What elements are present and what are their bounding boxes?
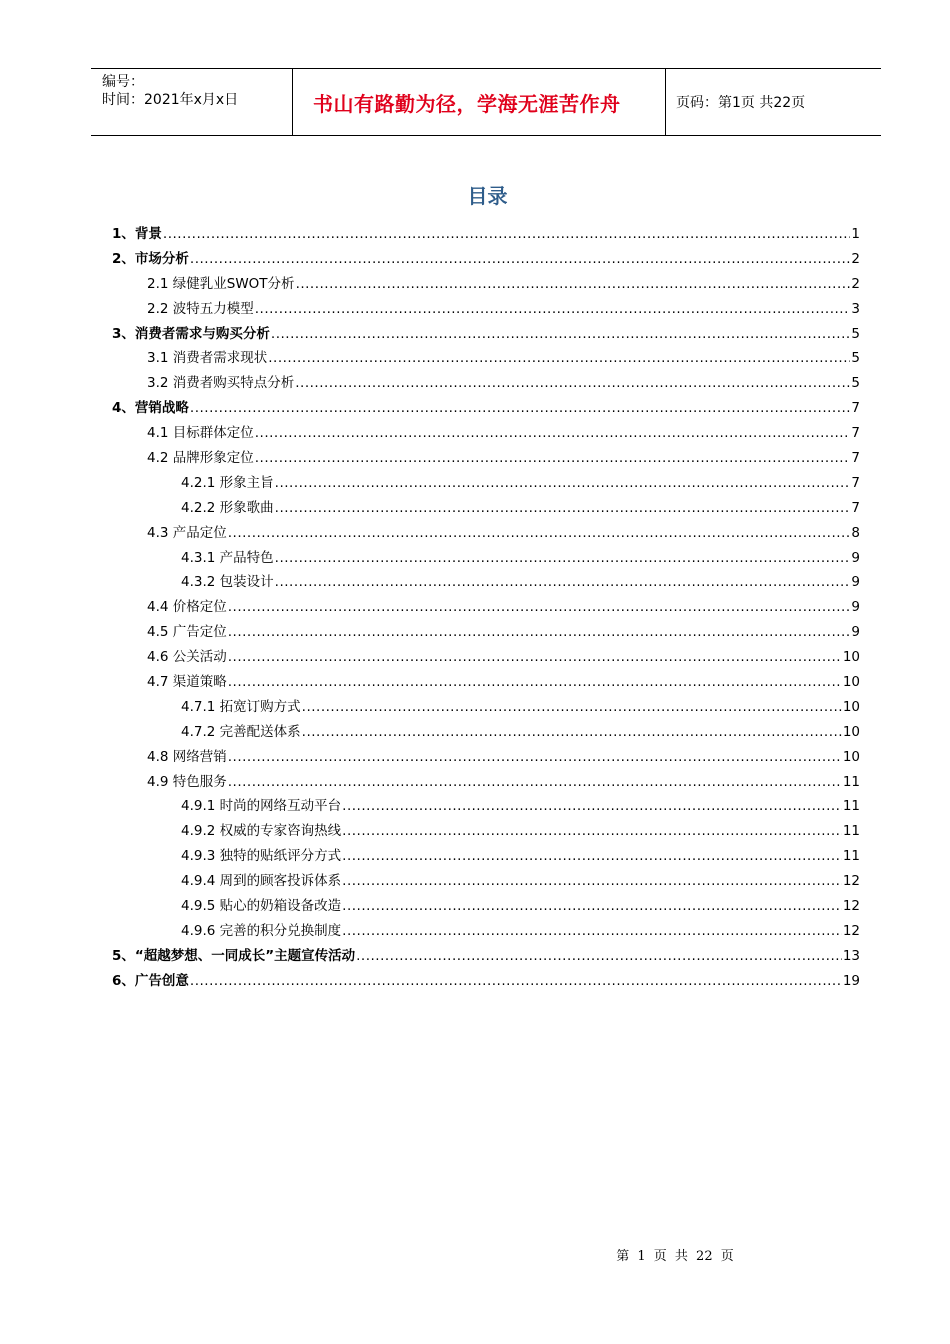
toc-entry-label: 4.7.1 拓宽订购方式 xyxy=(181,698,301,715)
toc-entry-label: 4.9.4 周到的顾客投诉体系 xyxy=(181,873,342,890)
toc-entry[interactable] xyxy=(112,421,860,446)
toc-entry-label: 6、广告创意 xyxy=(112,972,189,989)
toc-leader-dots xyxy=(302,724,842,740)
toc-entry[interactable] xyxy=(112,322,860,347)
toc-entry-page: 3 xyxy=(851,300,860,317)
toc-entry-page: 7 xyxy=(851,450,860,467)
toc-entry[interactable] xyxy=(112,919,860,944)
header-page-cell xyxy=(666,69,881,135)
header-motto-cell xyxy=(293,69,666,135)
toc-entry[interactable] xyxy=(112,496,860,521)
toc-leader-dots xyxy=(342,823,842,839)
toc-entry-page: 8 xyxy=(851,524,860,541)
toc-entry[interactable] xyxy=(112,869,860,894)
toc-entry[interactable] xyxy=(112,894,860,919)
toc-entry[interactable] xyxy=(112,720,860,745)
toc-entry[interactable] xyxy=(112,670,860,695)
toc-entry-label: 4.4 价格定位 xyxy=(147,599,227,616)
toc-entry[interactable] xyxy=(112,794,860,819)
toc-entry-page: 9 xyxy=(851,599,860,616)
toc-entry-page: 12 xyxy=(842,922,860,939)
toc-entry-label: 3、消费者需求与购买分析 xyxy=(112,325,270,342)
toc-leader-dots xyxy=(275,550,851,566)
toc-entry[interactable] xyxy=(112,272,860,297)
header-page-label: 页码：第1页 共22页 xyxy=(676,95,806,111)
toc-entry-label: 3.1 消费者需求现状 xyxy=(147,350,268,367)
toc-entry[interactable] xyxy=(112,969,860,994)
toc-entry-page: 7 xyxy=(851,400,860,417)
toc-entry-page: 19 xyxy=(842,972,860,989)
toc-entry-label: 2.1 绿健乳业SWOT分析 xyxy=(147,275,295,292)
toc-entry-page: 9 xyxy=(851,574,860,591)
toc-entry[interactable] xyxy=(112,645,860,670)
document-number-label: 编号： xyxy=(102,74,144,90)
toc-leader-dots xyxy=(255,301,851,317)
toc-leader-dots xyxy=(342,898,842,914)
toc-entry-page: 7 xyxy=(851,425,860,442)
toc-entry-page: 11 xyxy=(842,773,860,790)
table-of-contents xyxy=(112,222,860,994)
toc-entry-label: 4.3 产品定位 xyxy=(147,524,227,541)
toc-entry-page: 5 xyxy=(851,375,860,392)
toc-entry[interactable] xyxy=(112,695,860,720)
toc-entry-label: 4.7.2 完善配送体系 xyxy=(181,723,301,740)
toc-entry-label: 1、背景 xyxy=(112,226,162,242)
toc-leader-dots xyxy=(255,425,851,441)
toc-entry[interactable] xyxy=(112,371,860,396)
toc-entry-label: 2、市场分析 xyxy=(112,250,189,267)
toc-leader-dots xyxy=(302,699,842,715)
header-meta-cell xyxy=(91,69,293,135)
toc-entry-page: 11 xyxy=(842,798,860,815)
toc-entry-label: 4、营销战略 xyxy=(112,400,189,417)
toc-entry-label: 4.9.5 贴心的奶箱设备改造 xyxy=(181,898,342,915)
toc-entry-label: 4.2 品牌形象定位 xyxy=(147,450,254,467)
toc-entry[interactable] xyxy=(112,595,860,620)
toc-entry-label: 4.3.2 包装设计 xyxy=(181,574,274,591)
toc-entry-page: 12 xyxy=(842,873,860,890)
toc-entry[interactable] xyxy=(112,297,860,322)
toc-entry[interactable] xyxy=(112,844,860,869)
toc-leader-dots xyxy=(228,624,851,640)
toc-entry-page: 10 xyxy=(842,698,860,715)
toc-entry-label: 4.9.3 独特的贴纸评分方式 xyxy=(181,848,342,865)
toc-entry-page: 12 xyxy=(842,898,860,915)
toc-entry[interactable] xyxy=(112,620,860,645)
toc-entry-label: 4.9.1 时尚的网络互动平台 xyxy=(181,798,342,815)
toc-leader-dots xyxy=(228,525,851,541)
page-footer: 第 1 页 共 22 页 xyxy=(616,1249,734,1264)
toc-entry-label: 4.2.1 形象主旨 xyxy=(181,474,274,491)
toc-entry-label: 4.3.1 产品特色 xyxy=(181,549,274,566)
toc-leader-dots xyxy=(342,873,842,889)
toc-entry-label: 4.9 特色服务 xyxy=(147,773,227,790)
toc-entry-page: 5 xyxy=(851,350,860,367)
toc-leader-dots xyxy=(228,674,842,690)
toc-leader-dots xyxy=(228,649,842,665)
toc-leader-dots xyxy=(228,599,851,615)
toc-entry-page: 7 xyxy=(851,474,860,491)
toc-leader-dots xyxy=(342,923,842,939)
toc-entry-label: 4.9.2 权威的专家咨询热线 xyxy=(181,823,342,840)
toc-entry[interactable] xyxy=(112,346,860,371)
toc-entry-label: 4.6 公关活动 xyxy=(147,649,227,666)
toc-entry-label: 3.2 消费者购买特点分析 xyxy=(147,375,295,392)
toc-leader-dots xyxy=(295,375,850,391)
toc-leader-dots xyxy=(275,475,851,491)
toc-leader-dots xyxy=(296,276,851,292)
toc-entry-label: 2.2 波特五力模型 xyxy=(147,300,254,317)
toc-leader-dots xyxy=(190,251,851,267)
toc-entry-page: 10 xyxy=(842,649,860,666)
toc-leader-dots xyxy=(255,450,851,466)
toc-entry[interactable] xyxy=(112,819,860,844)
toc-leader-dots xyxy=(356,948,842,964)
toc-entry-label: 4.9.6 完善的积分兑换制度 xyxy=(181,922,342,939)
toc-entry-page: 11 xyxy=(842,848,860,865)
toc-entry-page: 2 xyxy=(851,275,860,292)
toc-entry[interactable] xyxy=(112,745,860,770)
toc-entry-page: 1 xyxy=(851,226,860,242)
toc-entry-label: 4.7 渠道策略 xyxy=(147,674,227,691)
toc-entry-label: 4.1 目标群体定位 xyxy=(147,425,254,442)
document-time-label: 时间：2021年x月x日 xyxy=(102,92,239,108)
toc-leader-dots xyxy=(163,226,851,242)
toc-entry[interactable] xyxy=(112,944,860,969)
toc-leader-dots xyxy=(268,350,850,366)
toc-entry-page: 10 xyxy=(842,723,860,740)
toc-entry-page: 9 xyxy=(851,549,860,566)
toc-entry-page: 11 xyxy=(842,823,860,840)
toc-entry[interactable] xyxy=(112,770,860,795)
toc-entry[interactable] xyxy=(112,471,860,496)
toc-entry[interactable] xyxy=(112,446,860,471)
toc-entry-page: 10 xyxy=(842,674,860,691)
toc-entry[interactable] xyxy=(112,546,860,571)
toc-entry-page: 5 xyxy=(851,325,860,342)
toc-leader-dots xyxy=(228,749,842,765)
toc-entry[interactable] xyxy=(112,521,860,546)
toc-leader-dots xyxy=(275,500,851,516)
toc-leader-dots xyxy=(342,798,842,814)
toc-leader-dots xyxy=(342,848,842,864)
toc-leader-dots xyxy=(228,774,842,790)
toc-entry-label: 4.5 广告定位 xyxy=(147,624,227,641)
toc-entry-page: 10 xyxy=(842,748,860,765)
toc-entry-label: 4.8 网络营销 xyxy=(147,748,227,765)
toc-leader-dots xyxy=(275,574,851,590)
toc-entry-label: 4.2.2 形象歌曲 xyxy=(181,499,274,516)
toc-entry-label: 5、“超越梦想、一同成长”主题宣传活动 xyxy=(112,947,356,964)
toc-leader-dots xyxy=(190,973,842,989)
toc-title: 目录 xyxy=(467,184,508,208)
toc-entry-page: 2 xyxy=(851,250,860,267)
toc-leader-dots xyxy=(190,400,851,416)
toc-entry[interactable] xyxy=(112,570,860,595)
toc-leader-dots xyxy=(271,326,851,342)
header-motto: 书山有路勤为径，学海无涯苦作舟 xyxy=(313,91,621,116)
toc-entry[interactable] xyxy=(112,247,860,272)
toc-entry[interactable] xyxy=(112,222,860,247)
document-header xyxy=(91,68,881,136)
toc-entry-page: 13 xyxy=(842,947,860,964)
toc-entry-page: 7 xyxy=(851,499,860,516)
toc-entry-page: 9 xyxy=(851,624,860,641)
toc-entry[interactable] xyxy=(112,396,860,421)
